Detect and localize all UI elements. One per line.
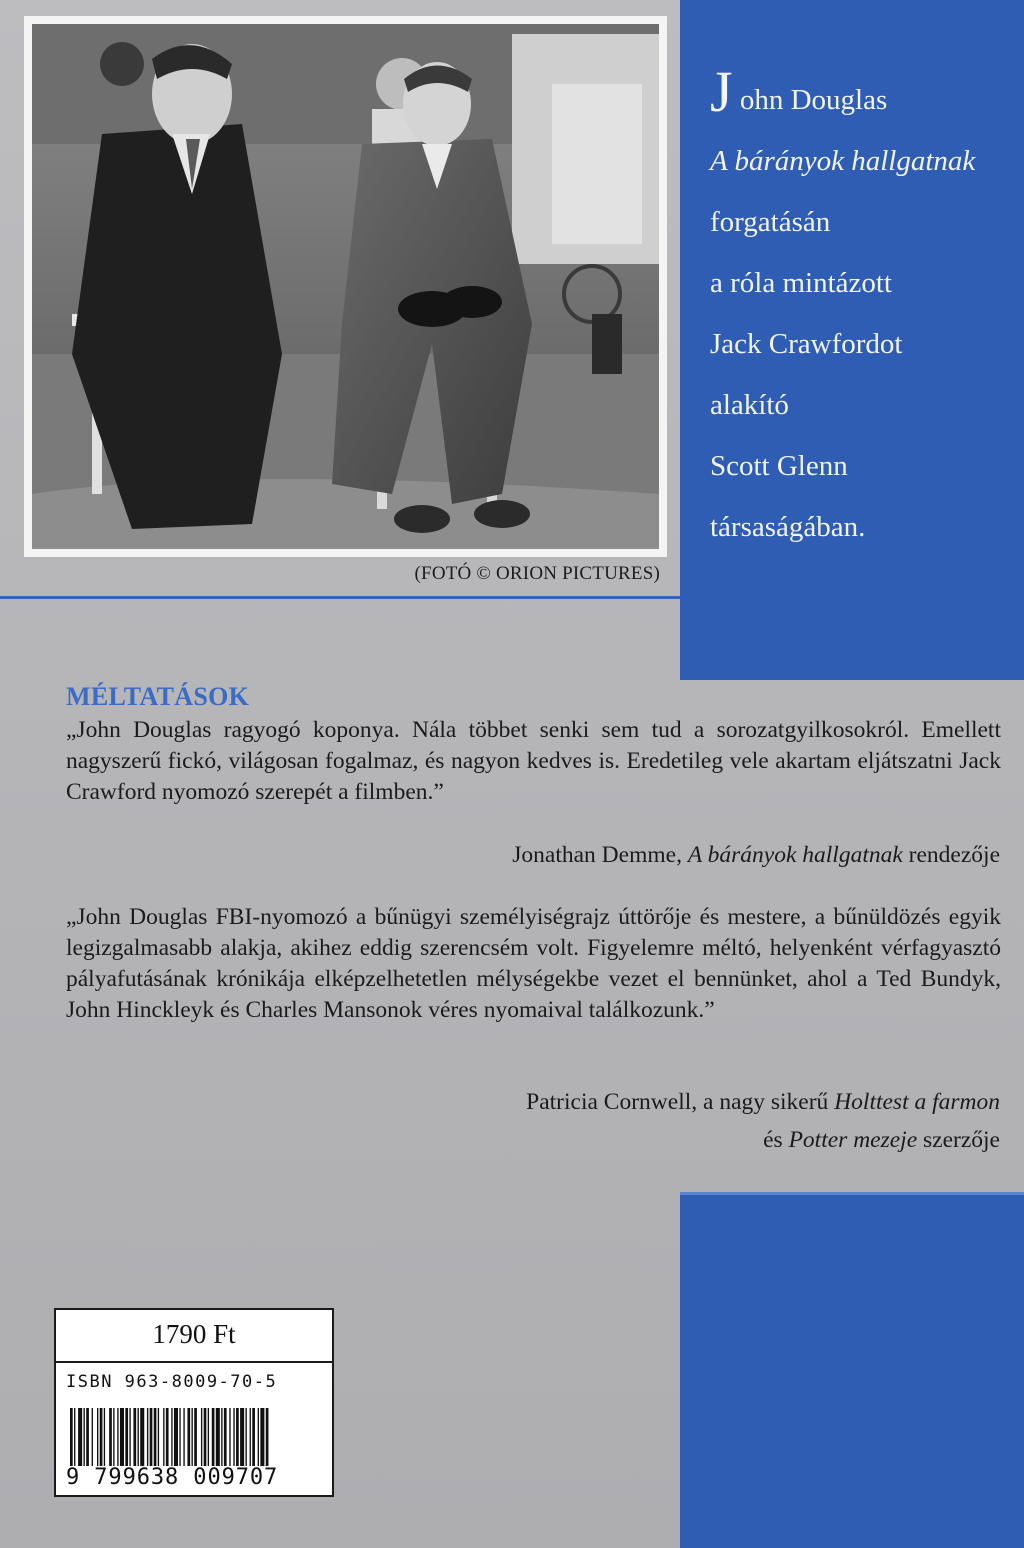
- side-caption-line: forgatásán: [710, 206, 831, 238]
- bottom-panel-rule: [680, 1192, 1024, 1195]
- barcode-bar: [86, 1408, 89, 1466]
- attribution-film-title: A bárányok hallgatnak: [687, 842, 903, 868]
- drop-cap: J: [710, 59, 733, 124]
- attribution-name: Jonathan Demme,: [512, 842, 688, 868]
- barcode-bar: [179, 1408, 180, 1466]
- barcode-bar: [138, 1408, 139, 1466]
- review-quote-cornwell: [66, 902, 1001, 1026]
- barcode-bar: [117, 1408, 118, 1466]
- barcode-bar: [260, 1408, 264, 1466]
- attribution-role: rendezője: [902, 842, 1000, 868]
- review-quote-text: „John Douglas ragyogó koponya. Nála többet senki sem tud a sorozatgyilkosokról. Emellett nagyszerű fickó, világosan fogalmaz, és nagyon kedves is. Eredetileg vele akartam eljátszatni Jack Crawford nyomozó szerepét a filmben.”: [66, 717, 1001, 805]
- photo-credit: (FOTÓ © ORION PICTURES): [414, 563, 660, 584]
- barcode-bar: [204, 1408, 207, 1466]
- attribution-conjunction: és: [763, 1127, 789, 1153]
- attribution-book-title: Holttest a farmon: [834, 1089, 1000, 1115]
- barcode-bar: [92, 1408, 93, 1466]
- side-caption-first-line: [710, 59, 1020, 131]
- barcode-bar: [163, 1408, 164, 1466]
- barcode-bar: [158, 1408, 159, 1466]
- barcode-bar: [74, 1408, 75, 1466]
- barcode-bar: [104, 1408, 105, 1466]
- barcode-bar: [252, 1408, 255, 1466]
- barcode-bar: [140, 1408, 144, 1466]
- barcode-bar: [266, 1408, 269, 1466]
- side-caption-line: Jack Crawfordot: [710, 328, 903, 360]
- barcode-bar: [70, 1408, 73, 1466]
- barcode-bar: [166, 1408, 169, 1466]
- price-divider: [56, 1361, 332, 1363]
- price-label: 1790 Ft: [152, 1319, 236, 1349]
- side-caption-line: alakító: [710, 389, 789, 421]
- barcode-bar: [258, 1408, 259, 1466]
- barcode-bar: [201, 1408, 202, 1466]
- barcode: [68, 1408, 324, 1466]
- barcode-bar: [221, 1408, 222, 1466]
- barcode-bar: [246, 1408, 247, 1466]
- barcode-bar: [133, 1408, 136, 1466]
- barcode-bar: [224, 1408, 227, 1466]
- barcode-bar: [250, 1408, 251, 1466]
- barcode-digits: 9 799638 009707: [66, 1465, 279, 1490]
- film-set-photo: [32, 24, 659, 549]
- barcode-bar: [174, 1408, 178, 1466]
- review-attribution-cornwell-line2: [763, 1125, 1000, 1156]
- barcode-bar: [187, 1408, 190, 1466]
- photo-divider-rule: [0, 596, 680, 599]
- review-attribution-demme: [512, 840, 1000, 871]
- barcode-bar: [192, 1408, 193, 1466]
- barcode-bar: [236, 1408, 239, 1466]
- barcode-bar: [183, 1408, 184, 1466]
- photo-frame: [24, 16, 667, 557]
- barcode-bar: [109, 1408, 112, 1466]
- barcode-bar: [100, 1408, 103, 1466]
- barcode-bar: [120, 1408, 124, 1466]
- review-quote-demme: [66, 715, 1001, 808]
- attribution-name: Patricia Cornwell, a nagy sikerű: [526, 1089, 835, 1115]
- barcode-bar: [154, 1408, 157, 1466]
- barcode-bar: [97, 1408, 98, 1466]
- isbn-number: ISBN 963-8009-70-5: [66, 1372, 278, 1392]
- side-caption-first-line-rest: ohn Douglas: [739, 84, 888, 116]
- side-caption-line: Scott Glenn: [710, 450, 848, 482]
- attribution-role: szerzője: [917, 1127, 1000, 1153]
- barcode-bar: [208, 1408, 209, 1466]
- price-isbn-box: [54, 1308, 334, 1497]
- barcode-bar: [78, 1408, 82, 1466]
- review-quote-text: „John Douglas FBI-nyomozó a bűnügyi személyiségrajz úttörője és mestere, a bűnüldözés egyik legizgalmasabb alakja, akihez eddig szerencsém volt. Figyelemre méltó, helyenként vérfagyasztó pályafutásának krónikája elképzelhetetlen mélységekbe vezet el bennünket, ahol a Ted Bundyk, John Hinckleyk és Charles Mansonok véres nyomaival találkozunk.”: [66, 904, 1001, 1023]
- barcode-bar: [171, 1408, 172, 1466]
- side-caption-line: a róla mintázott: [710, 267, 892, 299]
- photo-side-caption: [710, 59, 1020, 558]
- attribution-book-title: Potter mezeje: [788, 1127, 918, 1153]
- barcode-bar: [212, 1408, 215, 1466]
- barcode-bar: [233, 1408, 234, 1466]
- barcode-bar: [147, 1408, 148, 1466]
- barcode-bar: [84, 1408, 85, 1466]
- barcode-bar: [150, 1408, 153, 1466]
- barcode-bar: [194, 1408, 197, 1466]
- barcode-bar: [240, 1408, 244, 1466]
- review-attribution-cornwell-line1: [526, 1087, 1000, 1118]
- barcode-bar: [229, 1408, 230, 1466]
- side-caption-line-film-title: A bárányok hallgatnak: [710, 145, 976, 177]
- barcode-bar: [129, 1408, 130, 1466]
- side-caption-line: társaságában.: [710, 511, 866, 543]
- barcode-bar: [125, 1408, 128, 1466]
- barcode-bar: [216, 1408, 220, 1466]
- blue-bottom-panel: [680, 1193, 1024, 1548]
- barcode-bar: [113, 1408, 114, 1466]
- reviews-heading: MÉLTATÁSOK: [66, 682, 250, 711]
